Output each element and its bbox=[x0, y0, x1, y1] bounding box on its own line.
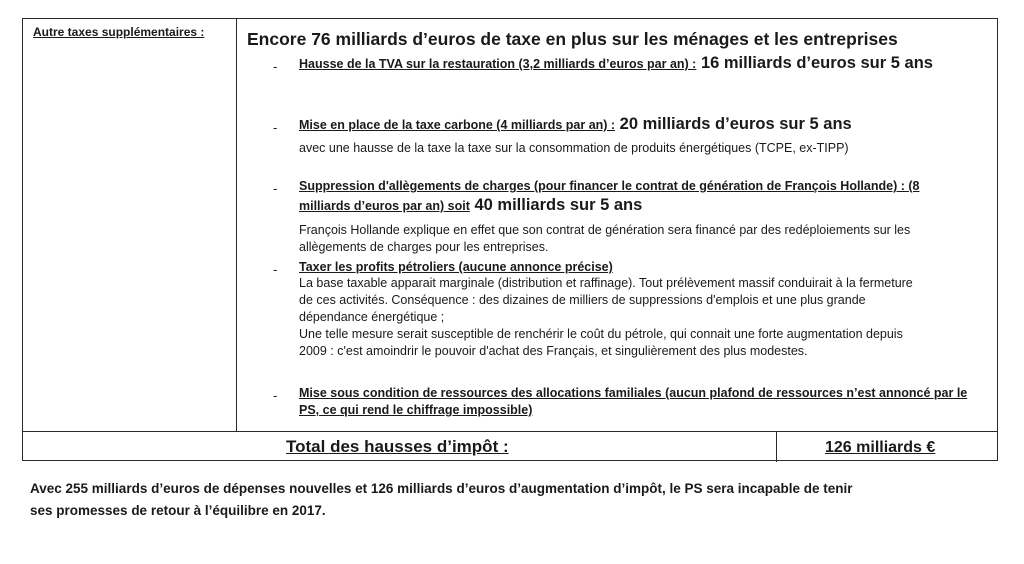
list-item bbox=[299, 384, 967, 402]
list-item bbox=[299, 258, 613, 276]
bullet-dash: - bbox=[273, 262, 278, 277]
item-title: Mise en place de la taxe carbone (4 milliards par an) : bbox=[299, 118, 616, 132]
bullet-dash: - bbox=[273, 388, 278, 403]
bullet-dash: - bbox=[273, 120, 278, 135]
item-description: François Hollande explique en effet que son contrat de génération sera financé par des redéploiements sur les bbox=[299, 223, 911, 237]
item-title: Hausse de la TVA sur la restauration (3,2 milliards d’euros par an) : bbox=[299, 57, 697, 71]
list-item-continued bbox=[299, 401, 532, 419]
footer-note bbox=[30, 478, 990, 522]
list-item bbox=[299, 55, 933, 73]
item-title: Mise sous condition de ressources des allocations familiales (aucun plafond de ressources n’est annoncé par le bbox=[299, 386, 968, 400]
column-divider bbox=[236, 19, 237, 431]
total-value: 126 milliards € bbox=[825, 439, 936, 456]
bullet-dash: - bbox=[273, 59, 278, 74]
item-title: Suppression d'allègements de charges (pour financer le contrat de génération de François Hollande) : (8 bbox=[299, 179, 920, 193]
tax-table bbox=[22, 18, 998, 461]
item-description: de ces activités. Conséquence : des dizaines de milliers de suppressions d'emplois et une plus grande bbox=[299, 293, 866, 307]
section-headline: Encore 76 milliards d’euros de taxe en plus sur les ménages et les entreprises bbox=[247, 29, 898, 49]
item-description: avec une hausse de la taxe la taxe sur la consommation de produits énergétiques (TCPE, ex-TIPP) bbox=[299, 141, 849, 155]
item-description: allègements de charges pour les entreprises. bbox=[299, 240, 549, 254]
item-description: dépendance énergétique ; bbox=[299, 310, 445, 324]
item-amount: 16 milliards d’euros sur 5 ans bbox=[696, 54, 933, 72]
footer-line: Avec 255 milliards d’euros de dépenses nouvelles et 126 milliards d’euros d’augmentation d’impôt, le PS sera incapable de tenir bbox=[30, 481, 853, 496]
item-title-continued: PS, ce qui rend le chiffrage impossible) bbox=[299, 403, 533, 417]
item-description: Une telle mesure serait susceptible de renchérir le coût du pétrole, qui connait une forte augmentation depuis bbox=[299, 327, 903, 341]
item-title-continued: milliards d’euros par an) soit bbox=[299, 199, 470, 213]
total-row-divider bbox=[23, 431, 997, 432]
list-item-continued bbox=[299, 197, 642, 215]
item-description: La base taxable apparait marginale (distribution et raffinage). Tout prélèvement massif conduirait à la fermeture bbox=[299, 276, 913, 290]
footer-line: ses promesses de retour à l’équilibre en 2017. bbox=[30, 503, 326, 518]
list-item bbox=[299, 116, 852, 134]
item-amount: 20 milliards d’euros sur 5 ans bbox=[615, 115, 852, 133]
bullet-dash: - bbox=[273, 181, 278, 196]
list-item bbox=[299, 177, 919, 195]
item-description: 2009 : c'est amoindrir le pouvoir d'achat des Français, et singulièrement des plus modestes. bbox=[299, 344, 808, 358]
total-label: Total des hausses d’impôt : bbox=[286, 437, 509, 456]
item-title: Taxer les profits pétroliers (aucune annonce précise) bbox=[299, 260, 613, 274]
row-label: Autre taxes supplémentaires : bbox=[33, 25, 205, 39]
total-cell-divider bbox=[776, 431, 777, 462]
item-amount: 40 milliards sur 5 ans bbox=[469, 196, 643, 214]
